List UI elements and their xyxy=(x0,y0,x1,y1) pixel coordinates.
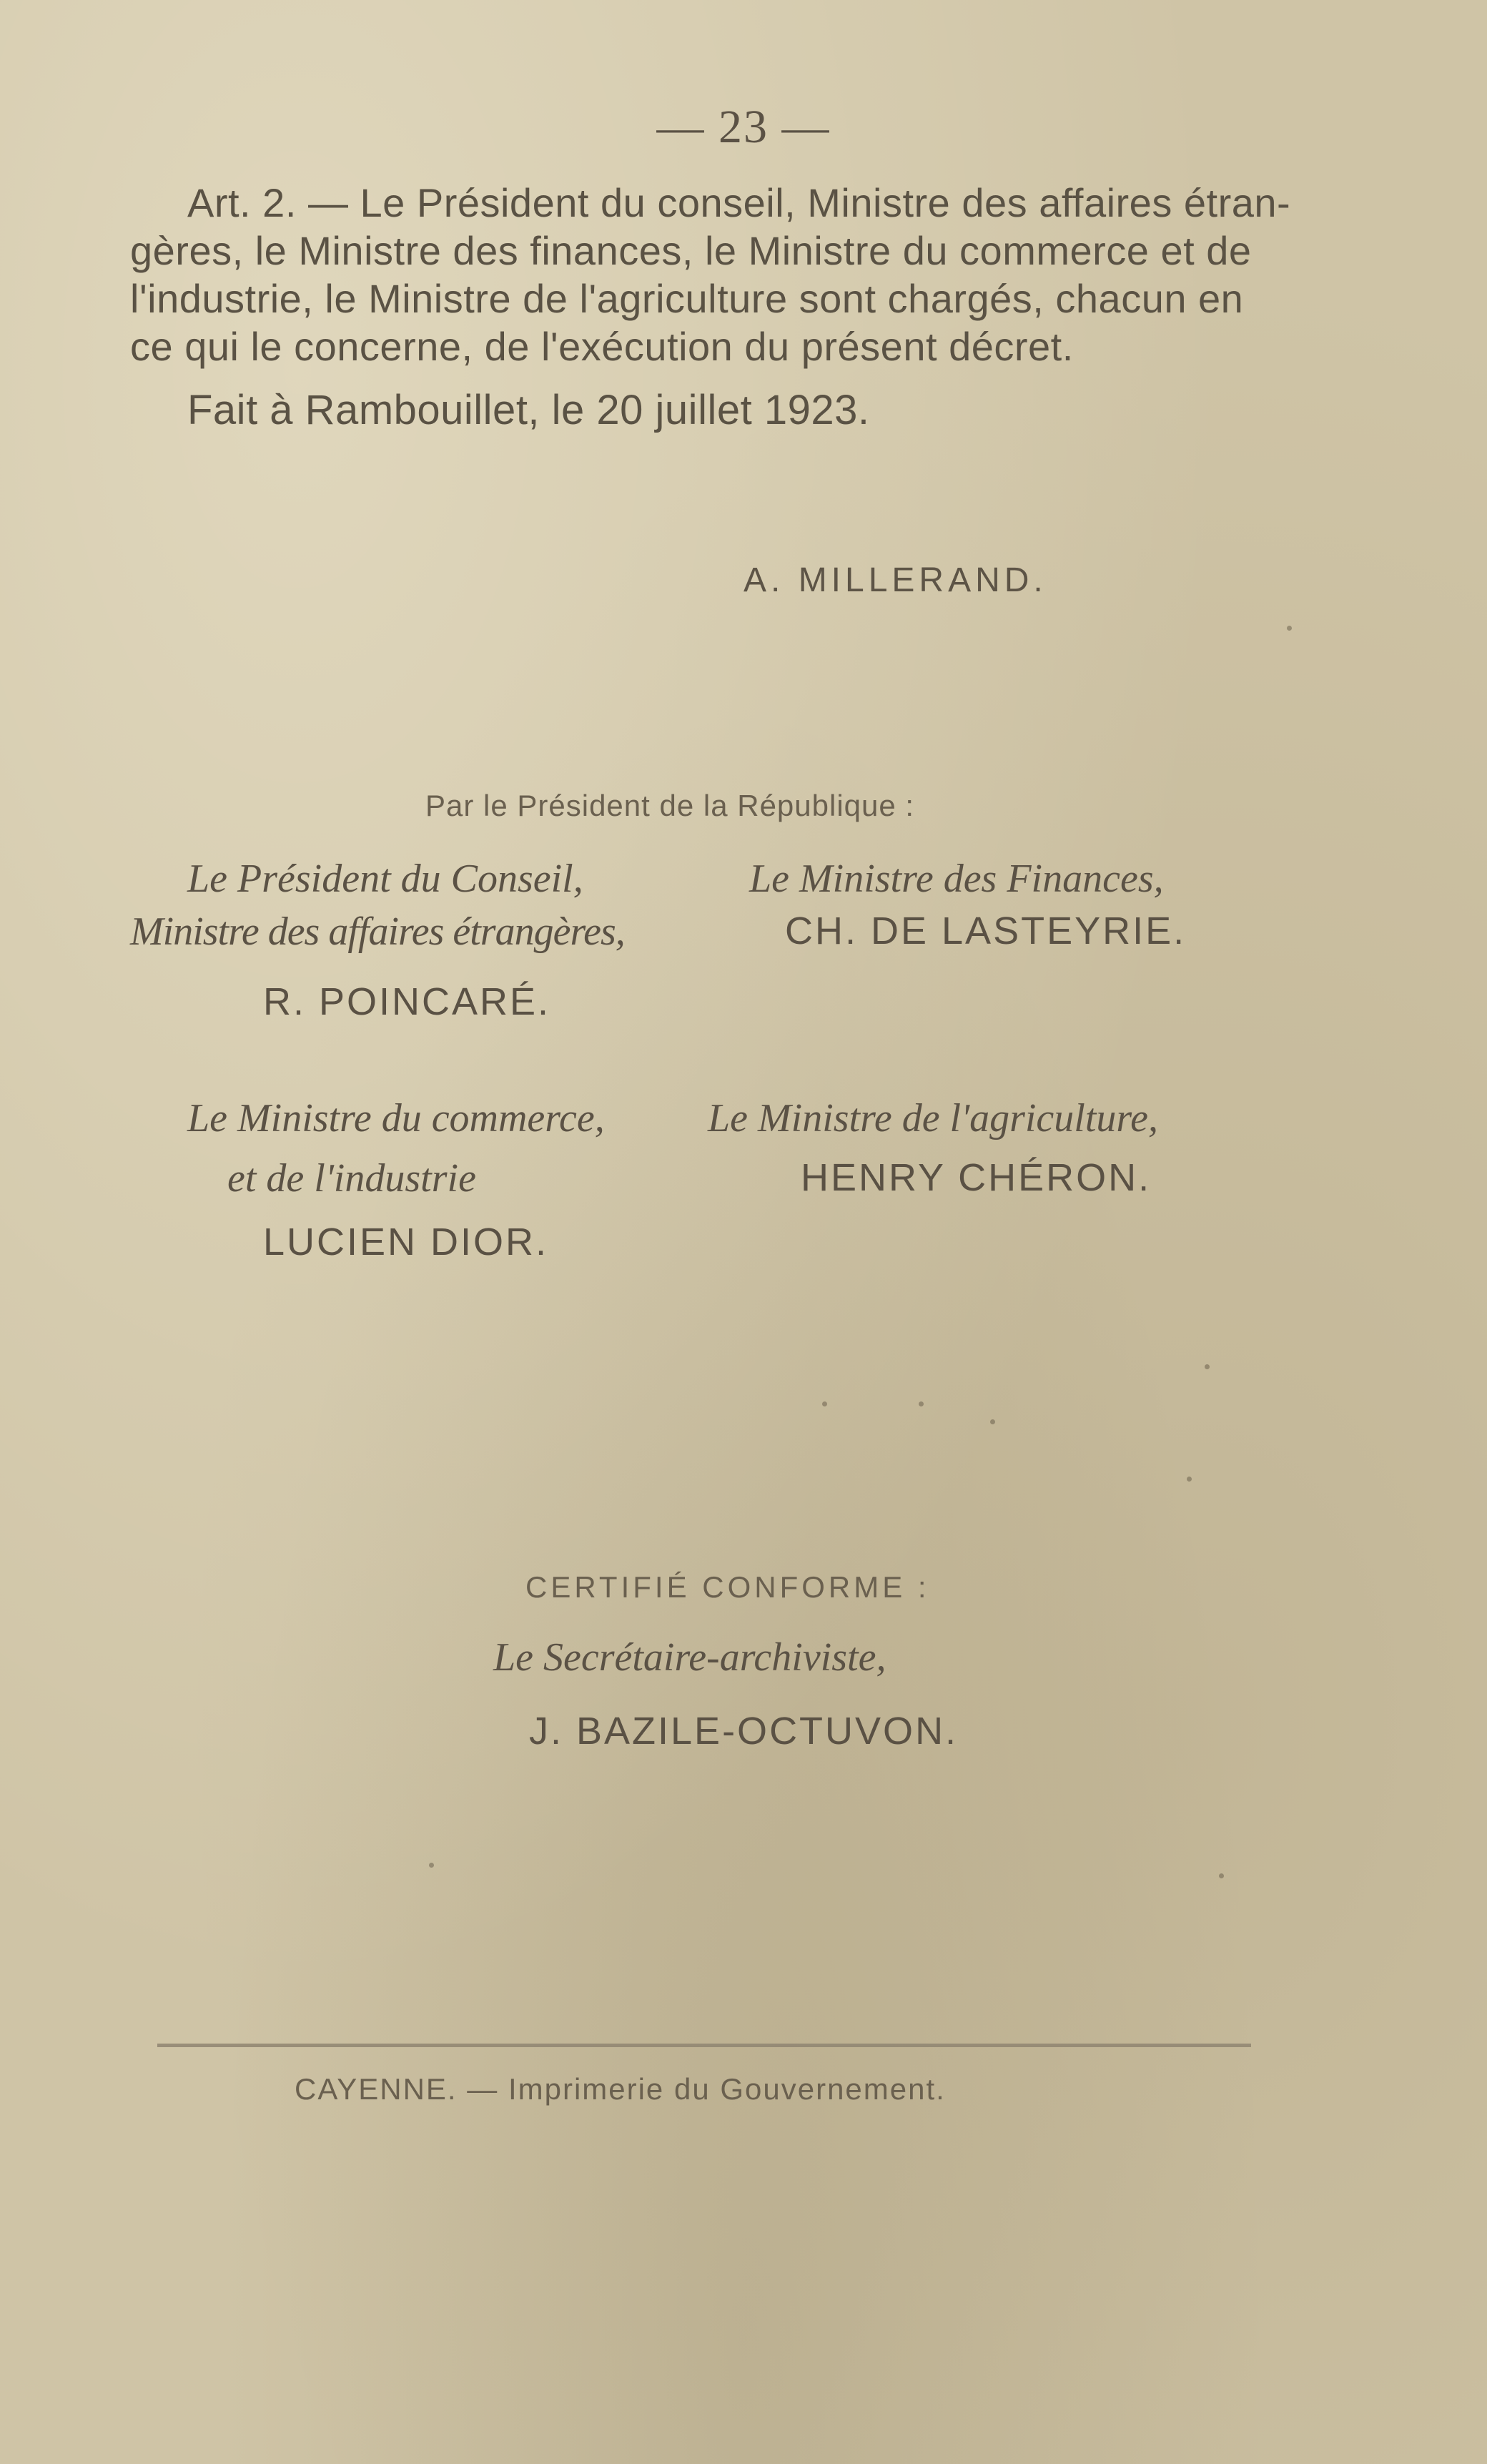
commerce-title-line2: et de l'industrie xyxy=(227,1156,476,1201)
council-title-line2: Ministre des affaires étrangères, xyxy=(130,910,625,954)
council-title-line1: Le Président du Conseil, xyxy=(187,857,583,901)
paper-speck xyxy=(919,1401,924,1406)
commerce-name: LUCIEN DIOR. xyxy=(263,1221,549,1263)
commerce-title-line1: Le Ministre du commerce, xyxy=(187,1096,605,1140)
paper-speck xyxy=(990,1419,995,1424)
article-line: ce qui le concerne, de l'exécution du présent décret. xyxy=(130,324,1074,369)
article-line: Art. 2. — Le Président du conseil, Ministre des affaires étran- xyxy=(187,180,1291,225)
finances-title: Le Ministre des Finances, xyxy=(749,857,1164,901)
paper-speck xyxy=(1219,1873,1224,1878)
certification-heading: CERTIFIÉ CONFORME : xyxy=(525,1570,930,1604)
paper-speck xyxy=(1205,1364,1210,1369)
certification-title: Le Secrétaire-archiviste, xyxy=(493,1635,886,1680)
place-date: Fait à Rambouillet, le 20 juillet 1923. xyxy=(187,387,870,433)
footer-rule xyxy=(157,2044,1251,2047)
page-number: — 23 — xyxy=(656,101,831,153)
certification-name: J. BAZILE-OCTUVON. xyxy=(529,1710,959,1753)
article-line: l'industrie, le Ministre de l'agriculture sont chargés, chacun en xyxy=(130,276,1244,321)
article-line: gères, le Ministre des finances, le Ministre du commerce et de xyxy=(130,228,1252,273)
agriculture-title: Le Ministre de l'agriculture, xyxy=(708,1096,1158,1140)
paper-speck xyxy=(1287,626,1292,631)
paper-speck xyxy=(1187,1477,1192,1482)
president-signature: A. MILLERAND. xyxy=(744,561,1047,599)
agriculture-name: HENRY CHÉRON. xyxy=(801,1156,1152,1199)
finances-name: CH. DE LASTEYRIE. xyxy=(785,910,1187,952)
paper-speck xyxy=(822,1401,827,1406)
by-president-line: Par le Président de la République : xyxy=(425,789,915,822)
imprint-line: CAYENNE. — Imprimerie du Gouvernement. xyxy=(295,2072,946,2106)
paper-speck xyxy=(429,1863,434,1868)
council-name: R. POINCARÉ. xyxy=(263,980,551,1023)
